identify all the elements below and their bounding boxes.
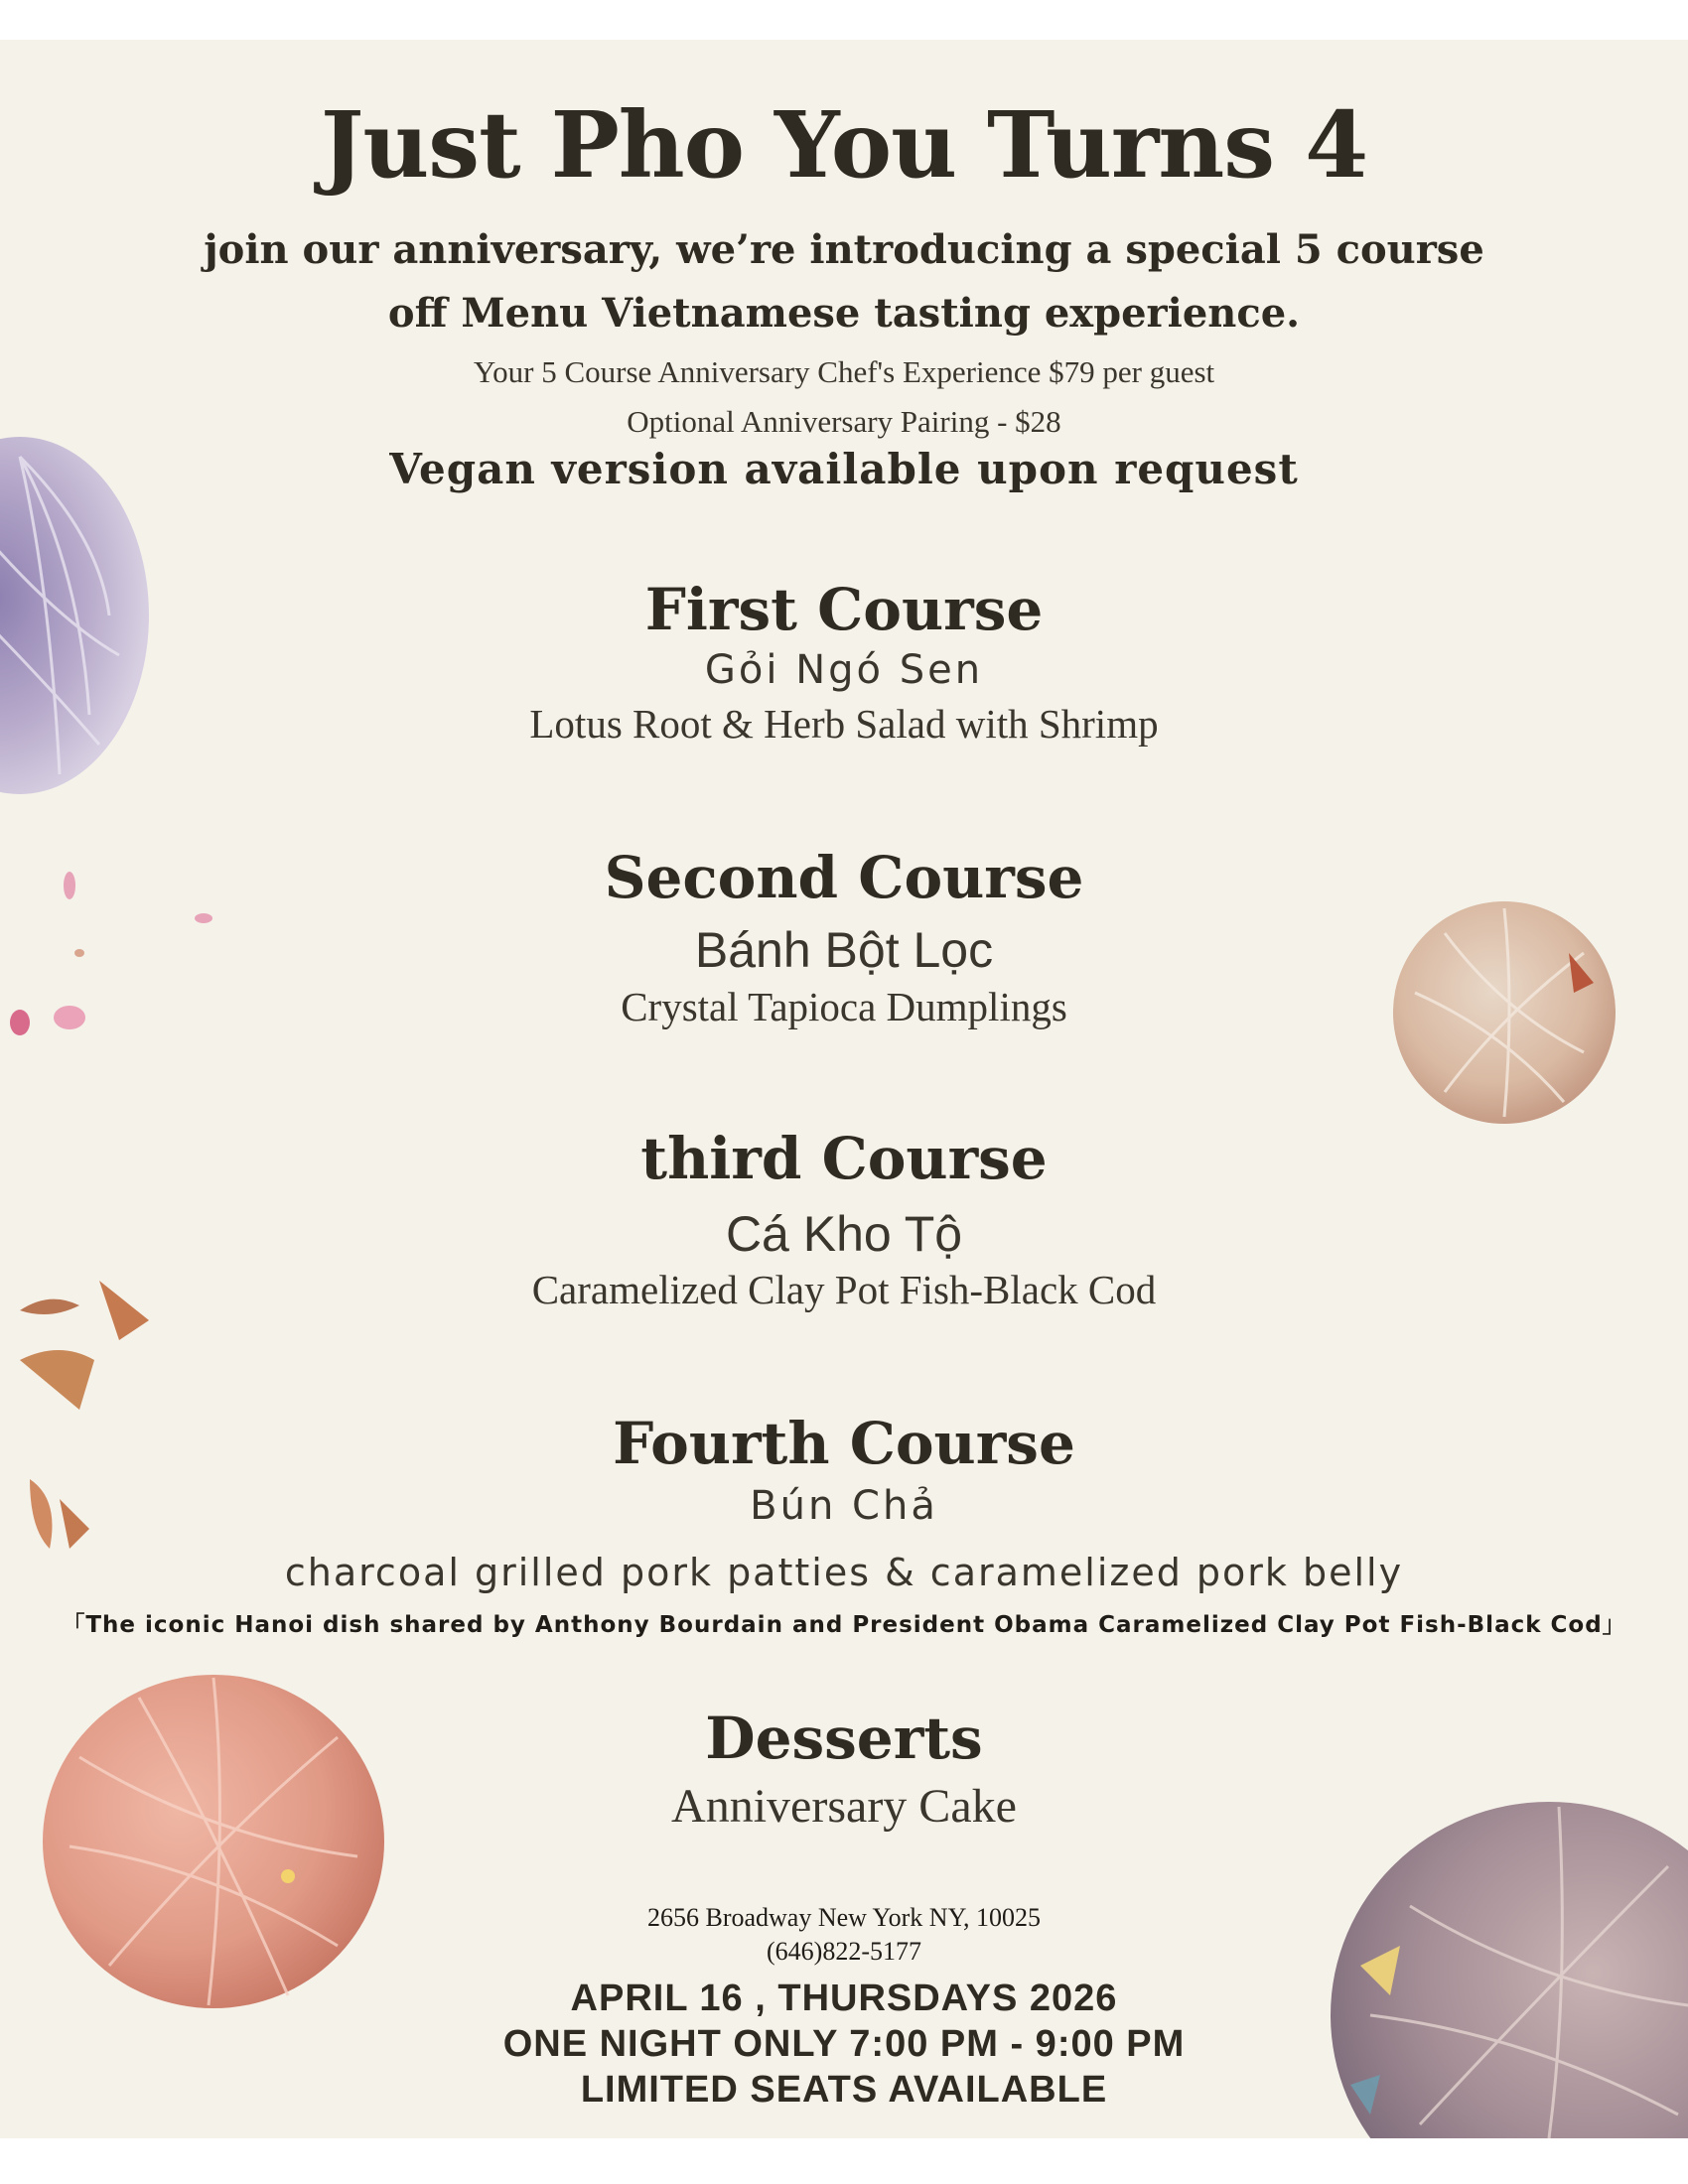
third-course-english: Caramelized Clay Pot Fish-Black Cod bbox=[531, 1267, 1157, 1312]
intro-line-2: off Menu Vietnamese tasting experience. bbox=[387, 290, 1301, 337]
fourth-course-note: 「The iconic Hanoi dish shared by Anthony Bourdain and President Obama Caramelized Clay Pot Fish-Black Cod」 bbox=[62, 1612, 1626, 1638]
event-details bbox=[0, 1976, 1688, 2113]
venue-info bbox=[0, 1901, 1688, 1969]
fourth-course-heading: Fourth Course bbox=[613, 1410, 1075, 1477]
first-course-english: Lotus Root & Herb Salad with Shrimp bbox=[529, 701, 1159, 747]
fourth-course-vietnamese: Bún Chả bbox=[750, 1483, 938, 1529]
pricing-info bbox=[0, 347, 1688, 447]
intro-text bbox=[0, 218, 1688, 345]
seats-note: LIMITED SEATS AVAILABLE bbox=[580, 2069, 1108, 2111]
event-time: ONE NIGHT ONLY 7:00 PM - 9:00 PM bbox=[502, 2023, 1186, 2065]
intro-line-1: join our anniversary, we’re introducing a special 5 course bbox=[204, 226, 1484, 273]
second-course-vietnamese: Bánh Bột Lọc bbox=[694, 922, 994, 978]
pairing-line: Optional Anniversary Pairing - $28 bbox=[627, 404, 1061, 439]
first-course-vietnamese: Gỏi Ngó Sen bbox=[704, 647, 984, 693]
third-course-heading: third Course bbox=[640, 1125, 1048, 1192]
price-line: Your 5 Course Anniversary Chef's Experience $79 per guest bbox=[473, 354, 1215, 389]
event-date: APRIL 16 , THURSDAYS 2026 bbox=[570, 1978, 1118, 2019]
second-course-heading: Second Course bbox=[604, 844, 1084, 911]
anniversary-menu-poster bbox=[0, 40, 1688, 2138]
desserts-item: Anniversary Cake bbox=[671, 1780, 1017, 1833]
fourth-course-english: charcoal grilled pork patties & caramelized pork belly bbox=[284, 1551, 1404, 1594]
vegan-note: Vegan version available upon request bbox=[389, 445, 1299, 493]
desserts-heading: Desserts bbox=[705, 1705, 983, 1772]
second-course-english: Crystal Tapioca Dumplings bbox=[621, 984, 1067, 1029]
phone: (646)822-5177 bbox=[767, 1937, 921, 1966]
page-title: Just Pho You Turns 4 bbox=[320, 91, 1368, 199]
third-course-vietnamese: Cá Kho Tộ bbox=[725, 1206, 963, 1262]
address: 2656 Broadway New York NY, 10025 bbox=[646, 1903, 1042, 1932]
first-course-heading: First Course bbox=[644, 576, 1044, 643]
